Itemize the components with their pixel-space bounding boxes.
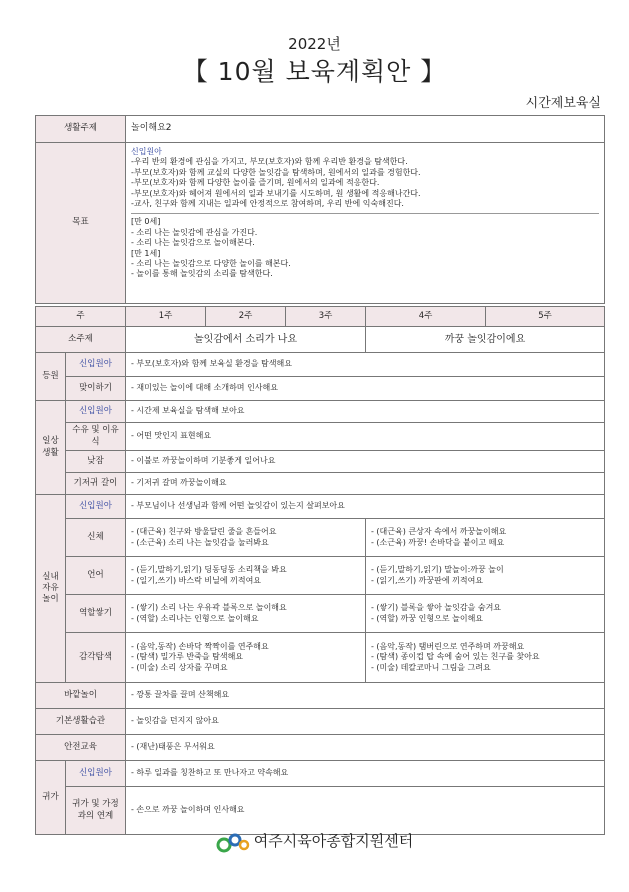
- center-logo-icon: [216, 831, 250, 853]
- theme-label: 생활주제: [36, 116, 126, 143]
- week-5: 5주: [486, 307, 605, 327]
- activity-line: - (소근육) 소리 나는 놀잇감을 눌러봐요: [131, 537, 269, 547]
- feeding-text: - 어떤 맛인지 표현해요: [126, 423, 605, 451]
- daily-newcomer-label: 신입원아: [66, 401, 126, 423]
- subtheme-2: 까꿍 놀잇감이에요: [366, 327, 605, 353]
- greet-text: - 재미있는 놀이에 대해 소개하며 인사해요: [126, 377, 605, 401]
- habits-text: - 놀잇감을 던지지 않아요: [126, 709, 605, 735]
- activity-line: - (음악,동작) 탬버린으로 연주하며 까꿍해요: [371, 641, 525, 651]
- safety-text: - (재난)태풍은 무서워요: [126, 735, 605, 761]
- goals-age0-line: - 소리 나는 놀잇감으로 놀이해본다.: [131, 238, 255, 248]
- activity-line: - (읽기,쓰기) 까꿍판에 끼적여요: [371, 575, 484, 585]
- theme-value: 놀이해요2: [126, 116, 605, 143]
- goals-age0-title: [만 0세]: [131, 217, 161, 227]
- physical-label: 신체: [66, 519, 126, 557]
- activity-line: - (일기,쓰기) 바스락 비닐에 끼적여요: [131, 575, 262, 585]
- indoor-newcomer-label: 신입원아: [66, 495, 126, 519]
- indoor-newcomer-text: - 부모님이나 선생님과 함께 어떤 놀잇감이 있는지 살펴보아요: [126, 495, 605, 519]
- sense-label: 감각탐색: [66, 633, 126, 683]
- footer-org: 여주시육아종합지원센터: [253, 832, 414, 850]
- nap-label: 낮잠: [66, 451, 126, 473]
- goals-newcomer-line: -부모(보호자)와 함께 교실의 다양한 놀잇감을 탐색하며, 원에서의 일과를 경험한다.: [131, 167, 421, 177]
- feeding-label: 수유 및 이유식: [66, 423, 126, 451]
- diaper-text: - 기저귀 갈며 까꿍놀이해요: [126, 473, 605, 495]
- subtheme-label: 소주제: [36, 327, 126, 353]
- sense-weeks-1-3: [126, 633, 366, 683]
- home-link-text: - 손으로 까꿍 놀이하며 인사해요: [126, 787, 605, 835]
- goals-cell: [126, 143, 605, 304]
- week-label: 주: [36, 307, 126, 327]
- goals-age1-line: - 소리 나는 놀잇감으로 다양한 놀이를 해본다.: [131, 258, 291, 268]
- physical-weeks-4-5: [366, 519, 605, 557]
- goals-age1-title: [만 1세]: [131, 248, 161, 258]
- subtheme-1: 놀잇감에서 소리가 나요: [126, 327, 366, 353]
- home-link-label: 귀가 및 가정과의 연계: [66, 787, 126, 835]
- weekly-plan-table: [35, 306, 605, 835]
- activity-line: - (탐색) 밀가루 반죽을 탐색해요: [131, 652, 244, 662]
- week-1: 1주: [126, 307, 206, 327]
- attend-label: 등원: [36, 353, 66, 401]
- physical-weeks-1-3: [126, 519, 366, 557]
- attend-newcomer-label: 신입원아: [66, 353, 126, 377]
- language-label: 언어: [66, 557, 126, 595]
- activity-line: - (미술) 데칼코마니 그림을 그려요: [371, 662, 491, 672]
- language-weeks-1-3: [126, 557, 366, 595]
- attend-newcomer-text: - 부모(보호자)와 함께 보육실 환경을 탐색해요: [126, 353, 605, 377]
- daily-newcomer-text: - 시간제 보육실을 탐색해 보아요: [126, 401, 605, 423]
- role-weeks-4-5: [366, 595, 605, 633]
- activity-line: - (미술) 소리 상자를 꾸며요: [131, 662, 228, 672]
- goals-newcomer-line: -부모(보호자)와 헤어져 원에서의 일과 보내기를 시도하며, 원 생활에 적응해나간다.: [131, 188, 421, 198]
- goals-newcomer-line: -교사, 친구와 함께 지내는 일과에 안정적으로 참여하며, 우리 반에 익숙해진다.: [131, 198, 404, 208]
- activity-line: - (듣기,말하기,읽기) 딩동딩동 소리책을 봐요: [131, 565, 287, 575]
- activity-line: - (음악,동작) 손바닥 짝짝이를 연주해요: [131, 641, 269, 651]
- goals-newcomer-title: 신입원아: [131, 147, 162, 156]
- page-title: 【 10월 보육계획안 】: [182, 57, 447, 86]
- activity-line: - (듣기,말하기,읽기) 말놀이:까꿍 놀이: [371, 565, 504, 575]
- activity-line: - (대근육) 친구와 방울달린 줄을 흔들어요: [131, 527, 277, 537]
- footer: [0, 830, 629, 853]
- language-weeks-4-5: [366, 557, 605, 595]
- habits-label: 기본생활습관: [36, 709, 126, 735]
- goals-age0-line: - 소리 나는 놀잇감에 관심을 가진다.: [131, 227, 258, 237]
- goals-age-box: [131, 213, 599, 279]
- sense-weeks-4-5: [366, 633, 605, 683]
- safety-label: 안전교육: [36, 735, 126, 761]
- theme-goals-table: [35, 115, 605, 304]
- week-3: 3주: [286, 307, 366, 327]
- role-weeks-1-3: [126, 595, 366, 633]
- nap-text: - 이불로 까꿍놀이하며 기분좋게 일어나요: [126, 451, 605, 473]
- classroom-name: 시간제보육실: [525, 96, 601, 111]
- activity-line: - (역할) 소리나는 인형으로 놀이해요: [131, 613, 259, 623]
- outdoor-label: 바깥놀이: [36, 683, 126, 709]
- role-label: 역할쌓기: [66, 595, 126, 633]
- indoor-label: 실내 자유 놀이: [36, 495, 66, 683]
- week-4: 4주: [366, 307, 486, 327]
- diaper-label: 기저귀 갈이: [66, 473, 126, 495]
- activity-line: - (쌓기) 소리 나는 우유곽 블록으로 놀이해요: [131, 603, 287, 613]
- goals-label: 목표: [36, 143, 126, 304]
- activity-line: - (역할) 까꿍 인형으로 놀이해요: [371, 613, 484, 623]
- home-newcomer-label: 신입원아: [66, 761, 126, 787]
- outdoor-text: - 깡통 끌차를 끌며 산책해요: [126, 683, 605, 709]
- activity-line: - (탐색) 종이컵 탑 속에 숨어 있는 친구를 찾아요: [371, 652, 540, 662]
- plan-year: 2022년: [288, 35, 341, 53]
- home-label: 귀가: [36, 761, 66, 835]
- greet-label: 맞이하기: [66, 377, 126, 401]
- home-newcomer-text: - 하루 일과를 칭찬하고 또 만나자고 약속해요: [126, 761, 605, 787]
- goals-newcomer-line: -우리 반의 환경에 관심을 가지고, 부모(보호자)와 함께 우리반 환경을 탐색한다.: [131, 157, 408, 167]
- activity-line: - (쌓기) 블록을 쌓아 놀잇감을 숨겨요: [371, 603, 502, 613]
- activity-line: - (소근육) 까꿍! 손바닥을 붙이고 떼요: [371, 537, 505, 547]
- goals-age1-line: - 놀이를 통해 놀잇감의 소리를 탐색한다.: [131, 269, 273, 279]
- activity-line: - (대근육) 큰상자 속에서 까꿍놀이해요: [371, 527, 507, 537]
- goals-newcomer-line: -부모(보호자)와 함께 다양한 놀이를 즐기며, 원에서의 일과에 적응한다.: [131, 178, 380, 188]
- week-2: 2주: [206, 307, 286, 327]
- daily-label: 일상 생활: [36, 401, 66, 495]
